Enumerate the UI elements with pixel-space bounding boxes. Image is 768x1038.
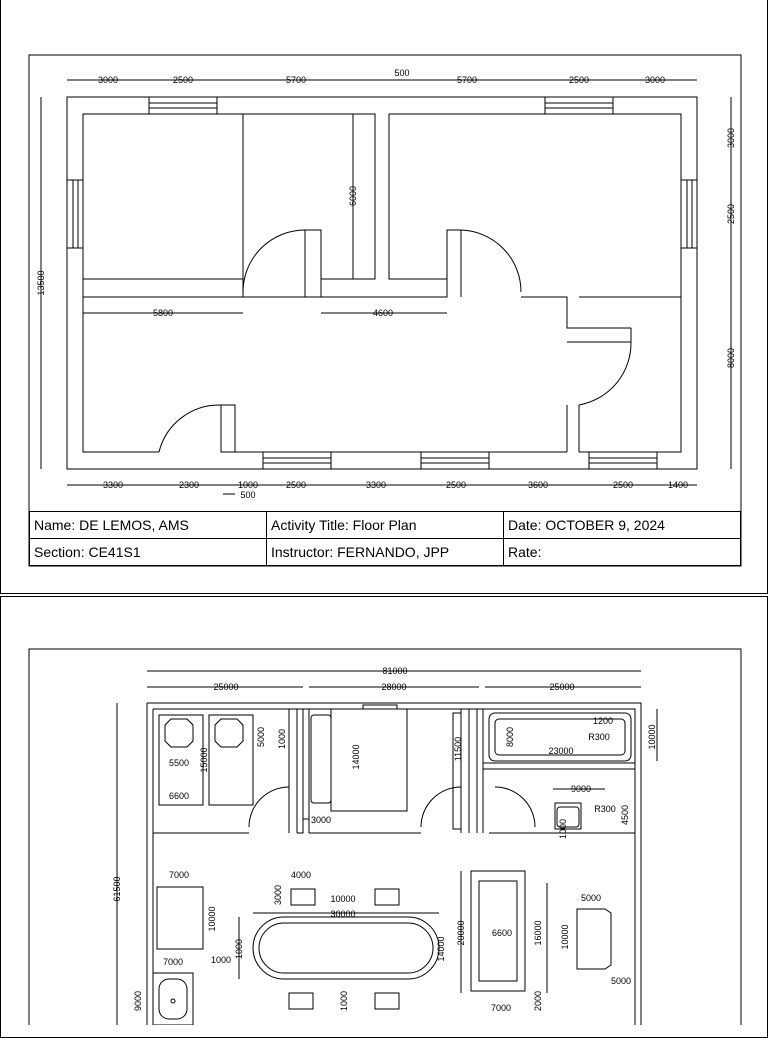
dim-label: 2500 <box>568 75 590 85</box>
dim-label: 2500 <box>726 203 736 225</box>
dim-label: 1000 <box>210 955 232 965</box>
dim-label: 5700 <box>285 75 307 85</box>
dim-label: 7000 <box>168 870 190 880</box>
dim-label: 20000 <box>456 920 466 946</box>
dim-label: 9000 <box>133 990 143 1012</box>
date-field: Date: OCTOBER 9, 2024 <box>504 512 741 539</box>
dim-label: 10000 <box>560 924 570 950</box>
dim-label: 3000 <box>273 884 283 906</box>
dim-label: 5000 <box>610 976 632 986</box>
dim-label: 1400 <box>667 480 689 490</box>
dim-label: 6600 <box>491 928 513 938</box>
dim-label: 9000 <box>570 784 592 794</box>
dim-label: R300 <box>594 804 616 814</box>
window <box>589 452 657 469</box>
furniture-plan-sheet <box>0 596 768 1038</box>
dim-label: 2500 <box>445 480 467 490</box>
dim-label: 2500 <box>172 75 194 85</box>
dim-label: 2000 <box>533 990 543 1012</box>
dim-label: 1000 <box>237 480 259 490</box>
dim-label: 30000 <box>330 909 356 919</box>
dim-label: 25000 <box>213 682 239 692</box>
door-swing <box>159 405 221 452</box>
dim-label: 28000 <box>381 682 407 692</box>
title-block <box>29 511 741 566</box>
door-swing <box>461 230 521 292</box>
window <box>421 452 489 469</box>
dim-label: 2500 <box>285 480 307 490</box>
dim-label: 1000 <box>277 728 287 750</box>
dim-label: 8000 <box>505 726 515 748</box>
dim-label: 23000 <box>548 746 574 756</box>
outer-wall <box>67 97 697 469</box>
dim-label: 5800 <box>152 308 174 318</box>
window <box>545 97 613 114</box>
dim-label: 3600 <box>527 480 549 490</box>
dim-label: 2300 <box>178 480 200 490</box>
door-swing <box>243 230 305 292</box>
dim-label: 1000 <box>558 818 568 840</box>
dim-label: 6600 <box>168 791 190 801</box>
dim-label: 3000 <box>310 815 332 825</box>
dim-label: 13500 <box>36 270 46 296</box>
dim-label: 1200 <box>592 716 614 726</box>
dim-label: 3000 <box>644 75 666 85</box>
furniture-plan-drawing <box>1 597 767 1025</box>
dim-label: 5000 <box>256 726 266 748</box>
dim-label: 11500 <box>453 736 463 762</box>
floor-plan-drawing <box>1 0 767 593</box>
dim-label: 14000 <box>436 936 446 962</box>
dim-label: 2500 <box>612 480 634 490</box>
dim-label: 4500 <box>620 804 630 826</box>
window <box>263 452 331 469</box>
dim-label: 3000 <box>726 127 736 149</box>
dim-label: 25000 <box>549 682 575 692</box>
dim-label: 81000 <box>382 666 408 676</box>
activity-title-field: Activity Title: Floor Plan <box>267 512 504 539</box>
dim-label: 3000 <box>97 75 119 85</box>
dim-label: 4000 <box>290 870 312 880</box>
dim-label: 5700 <box>456 75 478 85</box>
dim-label: 3300 <box>102 480 124 490</box>
dim-label: R300 <box>588 732 610 742</box>
dim-label: 6000 <box>348 185 358 207</box>
dim-label: 7000 <box>490 1003 512 1013</box>
dim-label: 10000 <box>207 906 217 932</box>
dim-label: 5500 <box>168 758 190 768</box>
dim-label: 61500 <box>112 876 122 902</box>
dim-label: 1000 <box>339 990 349 1012</box>
dim-label: 1000 <box>234 938 244 960</box>
dim-label: 500 <box>394 68 410 78</box>
window <box>149 97 217 114</box>
dim-label: 14000 <box>351 744 361 770</box>
window <box>67 180 83 248</box>
dim-label: 8000 <box>726 347 736 369</box>
dim-label: 10000 <box>647 724 657 750</box>
instructor-field: Instructor: FERNANDO, JPP <box>267 539 504 566</box>
dim-label: 10000 <box>330 894 356 904</box>
rate-field: Rate: <box>504 539 741 566</box>
dim-label: 7000 <box>162 957 184 967</box>
dim-label: 500 <box>240 490 256 500</box>
dim-label: 16000 <box>533 920 543 946</box>
window <box>681 180 697 248</box>
dim-label: 4600 <box>372 308 394 318</box>
dim-label: 3300 <box>365 480 387 490</box>
dim-label: 5000 <box>580 893 602 903</box>
room-outline <box>83 114 243 297</box>
dim-label: 15000 <box>199 747 209 773</box>
name-field: Name: DE LEMOS, AMS <box>30 512 267 539</box>
door-swing <box>579 342 631 405</box>
section-field: Section: CE41S1 <box>30 539 267 566</box>
